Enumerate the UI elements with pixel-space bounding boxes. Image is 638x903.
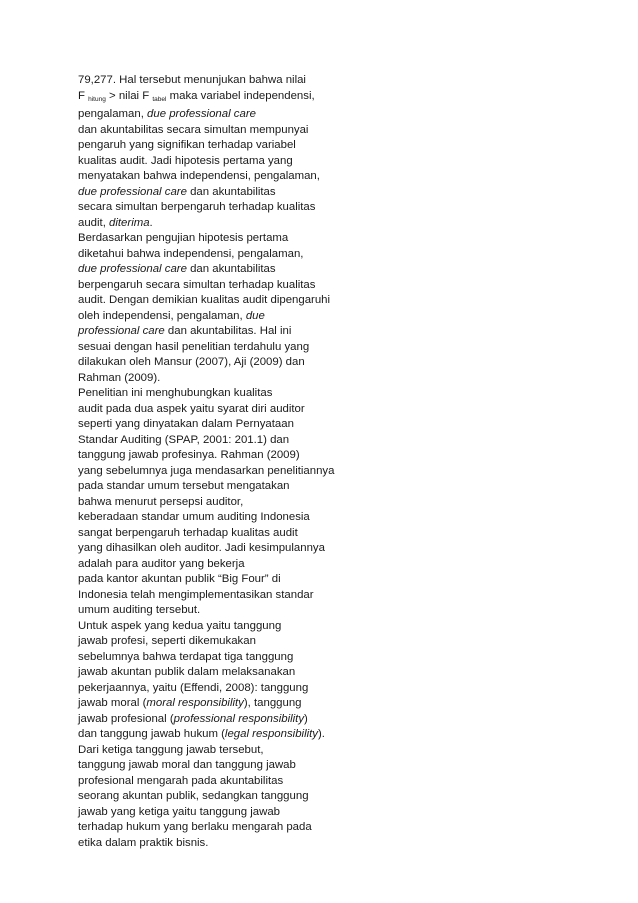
- text-run: 79,277. Hal tersebut menunjukan bahwa nilai: [78, 74, 306, 86]
- text-run: dan akuntabilitas secara simultan mempunyai: [78, 123, 309, 136]
- text-run: kualitas audit. Jadi hipotesis pertama yang: [78, 154, 293, 167]
- body-text: [78, 73, 398, 851]
- text-line: [78, 216, 398, 232]
- text-run: adalah para auditor yang bekerja: [78, 557, 245, 570]
- text-run: secara simultan berpengaruh terhadap kualitas: [78, 201, 316, 213]
- text-line: [78, 665, 398, 681]
- text-run: pengaruh yang signifikan terhadap variabel: [78, 139, 296, 151]
- text-line: [78, 557, 398, 573]
- text-run: jawab profesional (: [78, 712, 174, 725]
- text-run: ).: [318, 728, 325, 740]
- text-line: [78, 231, 398, 247]
- text-run: > nilai F: [105, 89, 153, 102]
- text-line: [78, 696, 398, 712]
- text-run: seorang akuntan publik, sedangkan tanggung: [78, 790, 309, 802]
- text-line: [78, 634, 398, 650]
- text-run: .: [149, 216, 153, 229]
- text-run: Standar Auditing (SPAP, 2001: 201.1) dan: [78, 433, 290, 446]
- text-line: [78, 309, 398, 325]
- text-line: [78, 541, 398, 557]
- text-run: yang sebelumnya juga mendasarkan penelitiannya: [78, 464, 335, 477]
- text-run: tanggung jawab moral dan tanggung jawab: [78, 759, 296, 771]
- text-run: Penelitian ini menghubungkan kualitas: [78, 387, 273, 399]
- text-line: [78, 417, 398, 433]
- text-line: [78, 386, 398, 402]
- text-run: bahwa menurut persepsi auditor,: [78, 495, 244, 508]
- text-run: pengalaman,: [78, 108, 148, 120]
- text-line: [78, 402, 398, 418]
- text-run: sangat berpengaruh terhadap kualitas audit: [78, 526, 298, 539]
- text-line: [78, 789, 398, 805]
- text-line: [78, 89, 398, 108]
- text-run: Dari ketiga tanggung jawab tersebut,: [78, 743, 264, 756]
- text-run: Indonesia telah mengimplementasikan standar: [78, 588, 314, 601]
- text-line: [78, 247, 398, 263]
- text-line: [78, 123, 398, 139]
- text-line: [78, 743, 398, 759]
- text-run: ), tanggung: [243, 697, 302, 709]
- text-line: [78, 836, 398, 852]
- text-run: terhadap hukum yang berlaku mengarah pada: [78, 821, 312, 833]
- text-run: keberadaan standar umum auditing Indonesia: [78, 511, 310, 523]
- text-line: [78, 169, 398, 185]
- text-run: F: [78, 89, 89, 102]
- text-line: [78, 805, 398, 821]
- text-run: dan akuntabilitas: [186, 185, 276, 198]
- text-run: Untuk aspek yang kedua yaitu tanggung: [78, 619, 282, 632]
- text-line: [78, 510, 398, 526]
- italic-term: professional responsibility: [173, 712, 305, 725]
- text-run: Berdasarkan pengujian hipotesis pertama: [78, 232, 289, 244]
- italic-term: moral responsibility: [146, 697, 244, 709]
- text-line: [78, 758, 398, 774]
- text-run: pada standar umum tersebut mengatakan: [78, 480, 290, 492]
- text-run: umum auditing tersebut.: [78, 604, 201, 616]
- text-run: diketahui bahwa independensi, pengalaman,: [78, 247, 304, 260]
- text-run: jawab moral (: [78, 697, 147, 709]
- text-line: [78, 479, 398, 495]
- text-run: dan akuntabilitas. Hal ini: [164, 325, 292, 337]
- text-run: yang dihasilkan oleh auditor. Jadi kesimpulannya: [78, 542, 325, 554]
- italic-term: due: [245, 309, 265, 322]
- text-run: audit,: [78, 216, 110, 229]
- text-line: [78, 262, 398, 278]
- text-line: [78, 464, 398, 480]
- text-line: [78, 448, 398, 464]
- text-run: oleh independensi, pengalaman,: [78, 309, 246, 322]
- text-run: jawab akuntan publik dalam melaksanakan: [78, 666, 296, 678]
- text-line: [78, 681, 398, 697]
- text-run: dilakukan oleh Mansur (2007), Aji (2009) dan: [78, 356, 305, 368]
- italic-term: diterima: [109, 216, 150, 229]
- text-run: menyatakan bahwa independensi, pengalaman,: [78, 170, 320, 182]
- text-run: jawab yang ketiga yaitu tanggung jawab: [78, 805, 281, 818]
- text-run: maka variabel independensi,: [166, 89, 315, 102]
- text-run: audit pada dua aspek yaitu syarat diri auditor: [78, 402, 305, 415]
- text-line: [78, 495, 398, 511]
- text-line: [78, 650, 398, 666]
- italic-term: legal responsibility: [224, 728, 318, 740]
- italic-term: due professional care: [147, 108, 256, 120]
- text-run: tanggung jawab profesinya. Rahman (2009): [78, 449, 300, 461]
- text-line: [78, 433, 398, 449]
- text-run: sebelumnya bahwa terdapat tiga tanggung: [78, 650, 294, 663]
- text-line: [78, 278, 398, 294]
- text-line: [78, 107, 398, 123]
- text-run: jawab profesi, seperti dikemukakan: [78, 635, 256, 647]
- italic-term: due professional care: [78, 185, 187, 198]
- text-line: [78, 324, 398, 340]
- text-run: dan tanggung jawab hukum (: [78, 728, 225, 740]
- text-line: [78, 774, 398, 790]
- italic-term: professional care: [78, 325, 165, 337]
- text-line: [78, 138, 398, 154]
- text-line: [78, 293, 398, 309]
- text-line: [78, 572, 398, 588]
- text-run: berpengaruh secara simultan terhadap kualitas: [78, 278, 316, 291]
- text-run: profesional mengarah pada akuntabilitas: [78, 774, 284, 787]
- text-run: etika dalam praktik bisnis.: [78, 836, 209, 849]
- text-line: [78, 619, 398, 635]
- text-run: pekerjaannya, yaitu (Effendi, 2008): tanggung: [78, 681, 309, 694]
- text-line: [78, 588, 398, 604]
- text-line: [78, 603, 398, 619]
- text-line: [78, 820, 398, 836]
- text-run: dan akuntabilitas: [186, 263, 276, 275]
- text-line: [78, 727, 398, 743]
- text-line: [78, 371, 398, 387]
- italic-term: due professional care: [78, 263, 187, 275]
- text-line: [78, 526, 398, 542]
- text-line: [78, 185, 398, 201]
- text-line: [78, 340, 398, 356]
- text-line: [78, 154, 398, 170]
- text-line: [78, 200, 398, 216]
- text-line: [78, 355, 398, 371]
- subscript: tabel: [152, 95, 167, 103]
- text-line: [78, 712, 398, 728]
- text-run: seperti yang dinyatakan dalam Pernyataan: [78, 418, 294, 430]
- text-run: sesuai dengan hasil penelitian terdahulu yang: [78, 340, 310, 353]
- text-run: ): [304, 712, 308, 725]
- subscript: hitung: [88, 95, 106, 103]
- text-run: Rahman (2009).: [78, 371, 161, 384]
- text-run: audit. Dengan demikian kualitas audit dipengaruhi: [78, 294, 331, 306]
- text-run: pada kantor akuntan publik “Big Four” di: [78, 573, 281, 585]
- text-line: [78, 73, 398, 89]
